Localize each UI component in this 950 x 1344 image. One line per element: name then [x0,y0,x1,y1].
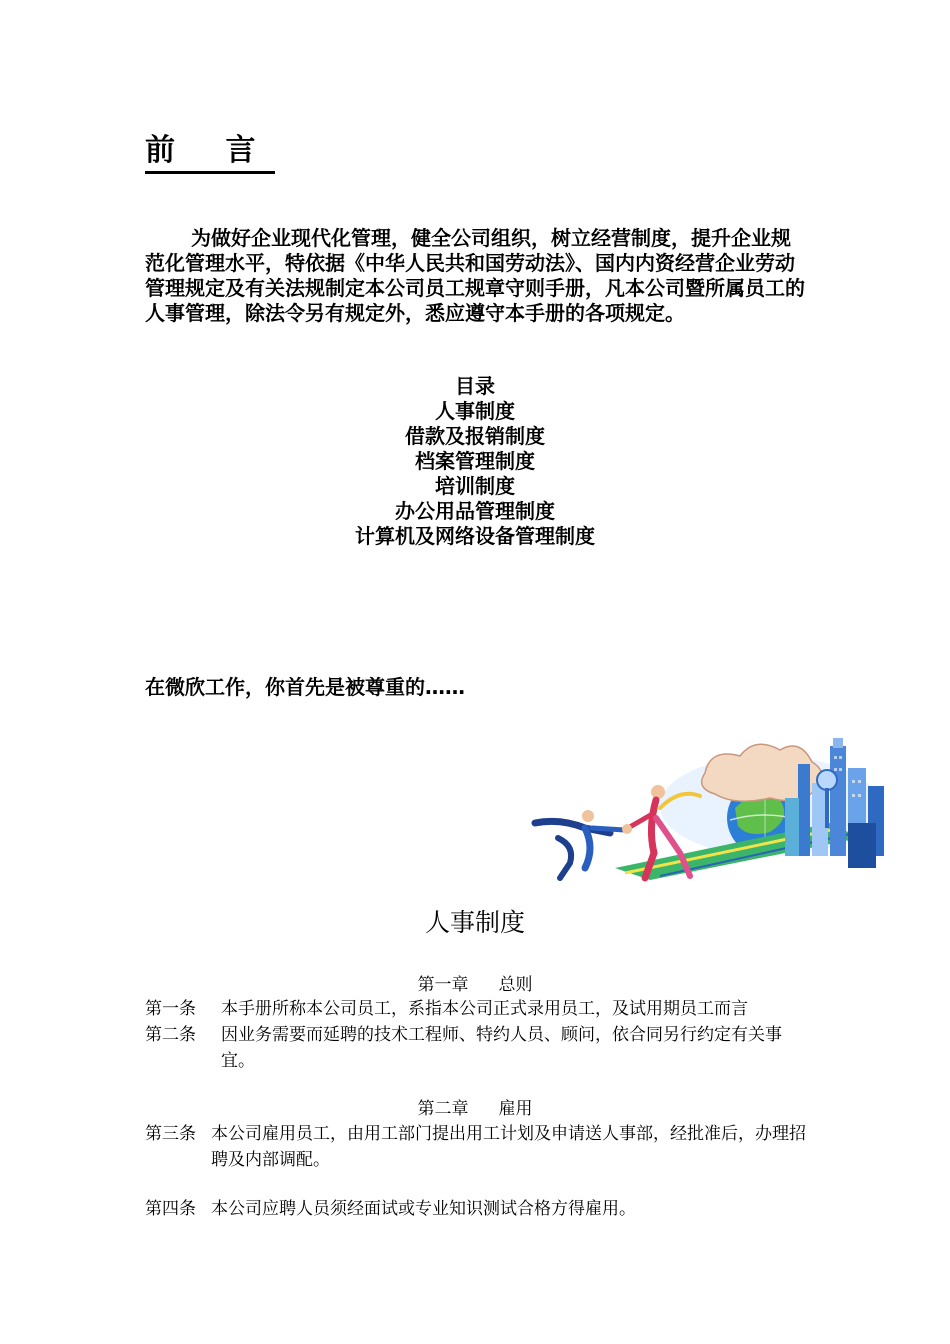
toc-item-loan-reimbursement: 借款及报销制度 [405,424,545,448]
article-4 [145,1196,815,1222]
article-2-number: 第二条 [145,1025,196,1045]
article-4-number: 第四条 [145,1199,196,1219]
toc-item-office-supplies: 办公用品管理制度 [395,499,555,523]
chapter-1-number: 第一章 [417,975,469,995]
toc-item-training: 培训制度 [435,474,515,498]
chapter-1-title [0,972,950,998]
article-3-number: 第三条 [145,1124,196,1144]
business-handshake-city-illustration [530,728,895,883]
article-2-text: 因业务需要而延聘的技术工程师、特约人员、顾问，依合同另行约定有关事宜。 [221,1025,782,1071]
preface-paragraph: 为做好企业现代化管理，健全公司组织，树立经营制度，提升企业规范化管理水平，特依据《中华人民共和国劳动法》、国内内资经营企业劳动管理规定及有关法规制定本公司员工规章守则手册，凡本公司暨所属员工的人事管理，除法令另有规定外，悉应遵守本手册的各项规定。 [145,226,805,325]
chapter-2-title [0,1096,950,1122]
chapter-2-number: 第二章 [417,1099,469,1119]
chapter-1-name: 总则 [498,975,533,995]
slogan: 在微欣工作，你首先是被尊重的…… [145,675,465,699]
article-1 [145,996,815,1022]
article-1-text: 本手册所称本公司员工，系指本公司正式录用员工，及试用期员工而言 [221,999,748,1019]
personnel-system-heading: 人事制度 [424,908,525,937]
toc-item-computer-network: 计算机及网络设备管理制度 [355,524,595,548]
article-3-text: 本公司雇用员工，由用工部门提出用工计划及申请送人事部，经批准后，办理招聘及内部调配。 [211,1124,806,1170]
preface-title: 前 言 [145,133,275,174]
article-3 [145,1121,815,1173]
article-4-text: 本公司应聘人员须经面试或专业知识测试合格方得雇用。 [211,1199,636,1219]
table-of-contents [0,374,950,549]
chapter-2-name: 雇用 [498,1099,533,1119]
toc-item-archive: 档案管理制度 [415,449,535,473]
article-2 [145,1022,815,1074]
toc-item-personnel: 人事制度 [435,399,515,423]
article-1-number: 第一条 [145,999,196,1019]
toc-heading: 目录 [455,374,495,398]
